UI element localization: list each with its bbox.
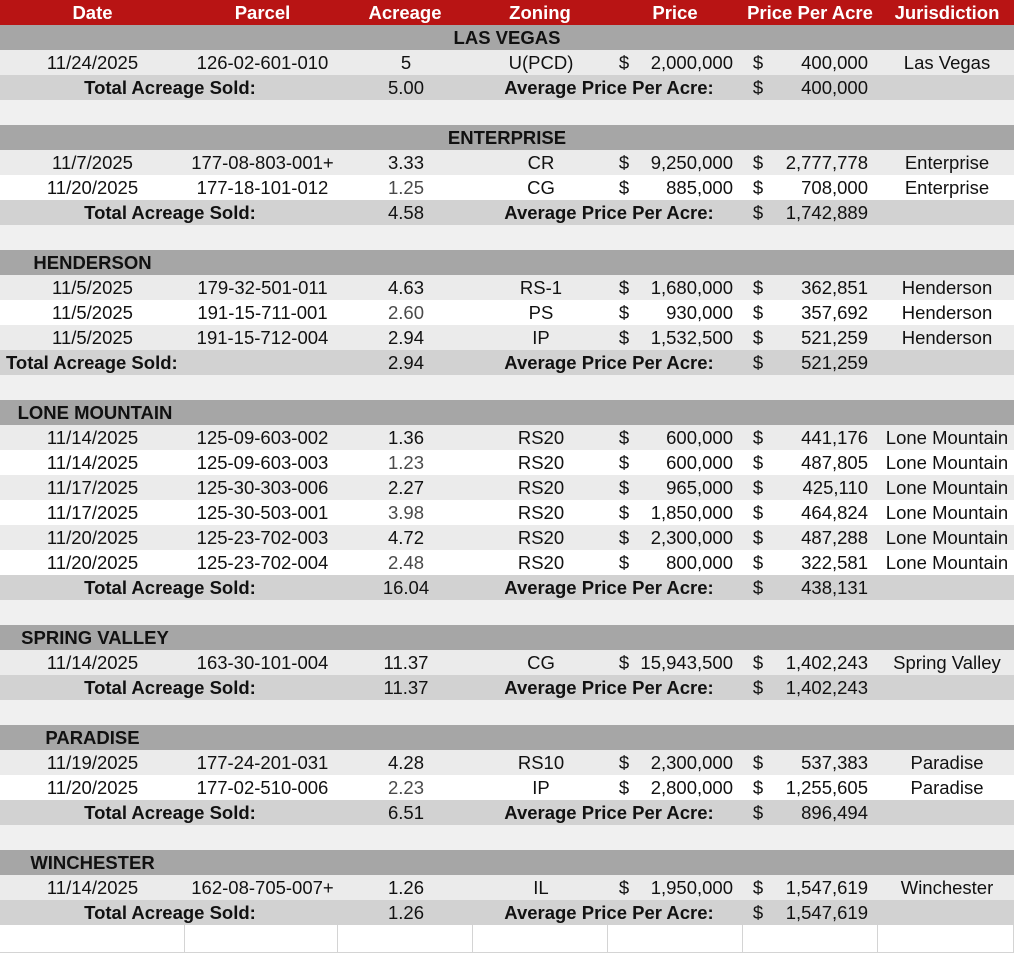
avg-price-value[interactable]: 1,547,619 (785, 902, 868, 923)
avg-price-value[interactable]: 896,494 (801, 802, 868, 823)
cell-price[interactable]: 15,943,500 (640, 652, 733, 673)
price-currency[interactable]: $ (618, 152, 630, 173)
table-row (0, 150, 1014, 175)
cell-date[interactable]: 11/17/2025 (46, 502, 139, 523)
cell-acreage[interactable]: 5 (400, 52, 412, 73)
cell-date[interactable]: 11/5/2025 (52, 327, 133, 348)
cell-acreage[interactable]: 2.94 (387, 327, 424, 348)
cell-date[interactable]: 11/14/2025 (46, 452, 139, 473)
cell-jurisdiction[interactable]: Lone Mountain (885, 427, 1009, 448)
table-row (0, 300, 1014, 325)
cell-acreage[interactable]: 3.98 (387, 502, 424, 523)
section-total-row (0, 350, 1014, 375)
cell-parcel[interactable]: 125-09-603-003 (196, 452, 329, 473)
ppa-currency[interactable]: $ (752, 427, 764, 448)
price-currency[interactable]: $ (618, 552, 630, 573)
cell-acreage[interactable]: 1.25 (387, 177, 424, 198)
spacer-row (0, 825, 1014, 850)
cell-zoning[interactable]: RS20 (517, 502, 565, 523)
cell-price[interactable]: 930,000 (666, 302, 733, 323)
cell-jurisdiction[interactable]: Paradise (910, 777, 984, 798)
price-currency[interactable]: $ (618, 277, 630, 298)
section-name[interactable]: WINCHESTER (30, 852, 155, 873)
section-header (0, 400, 1014, 425)
cell-date[interactable]: 11/24/2025 (46, 52, 139, 73)
cell-zoning[interactable]: RS20 (517, 452, 565, 473)
cell-date[interactable]: 11/20/2025 (46, 552, 139, 573)
total-acreage-value[interactable]: 2.94 (387, 352, 424, 373)
ppa-currency[interactable]: $ (752, 302, 764, 323)
cell-acreage[interactable]: 4.63 (387, 277, 424, 298)
avg-price-value[interactable]: 400,000 (801, 77, 868, 98)
price-currency[interactable]: $ (618, 777, 630, 798)
table-row (0, 875, 1014, 900)
cell-acreage[interactable]: 4.72 (387, 527, 424, 548)
cell-price[interactable]: 2,300,000 (650, 752, 733, 773)
cell-parcel[interactable]: 177-08-803-001+ (191, 152, 334, 173)
empty-cell[interactable] (185, 925, 338, 953)
table-row (0, 275, 1014, 300)
empty-cell[interactable] (0, 925, 185, 953)
cell-price-per-acre[interactable]: 322,581 (801, 552, 868, 573)
cell-price-per-acre[interactable]: 487,805 (801, 452, 868, 473)
ppa-currency[interactable]: $ (752, 452, 764, 473)
cell-zoning[interactable]: IP (532, 327, 550, 348)
header-jurisdiction[interactable]: Jurisdiction (894, 2, 1000, 23)
cell-price-per-acre[interactable]: 521,259 (801, 327, 868, 348)
avg-currency[interactable]: $ (752, 802, 764, 823)
section-header (0, 125, 1014, 150)
empty-cell[interactable] (338, 925, 473, 953)
cell-parcel[interactable]: 125-30-303-006 (196, 477, 329, 498)
price-currency[interactable]: $ (618, 477, 630, 498)
avg-currency[interactable]: $ (752, 902, 764, 923)
cell-price[interactable]: 800,000 (666, 552, 733, 573)
table-row (0, 550, 1014, 575)
cell-date[interactable]: 11/5/2025 (52, 277, 133, 298)
cell-price-per-acre[interactable]: 537,383 (801, 752, 868, 773)
cell-parcel[interactable]: 125-23-702-004 (196, 552, 329, 573)
cell-jurisdiction[interactable]: Henderson (901, 327, 993, 348)
table-row (0, 650, 1014, 675)
section-header (0, 25, 1014, 50)
cell-zoning[interactable]: U(PCD) (508, 52, 574, 73)
price-currency[interactable]: $ (618, 452, 630, 473)
cell-date[interactable]: 11/7/2025 (52, 152, 133, 173)
price-currency[interactable]: $ (618, 177, 630, 198)
cell-price[interactable]: 600,000 (666, 427, 733, 448)
header-price-per-acre[interactable]: Price Per Acre (747, 2, 873, 23)
cell-jurisdiction[interactable]: Spring Valley (893, 652, 1001, 673)
total-acreage-value[interactable]: 1.26 (387, 902, 424, 923)
cell-price[interactable]: 2,000,000 (650, 52, 733, 73)
header-price[interactable]: Price (652, 2, 698, 23)
ppa-currency[interactable]: $ (752, 327, 764, 348)
section-total-row (0, 575, 1014, 600)
cell-price-per-acre[interactable]: 708,000 (801, 177, 868, 198)
total-acreage-label[interactable]: Total Acreage Sold: (84, 77, 256, 98)
section-name[interactable]: LAS VEGAS (453, 27, 561, 48)
total-acreage-label[interactable]: Total Acreage Sold: (6, 352, 178, 373)
avg-price-value[interactable]: 438,131 (801, 577, 868, 598)
ppa-currency[interactable]: $ (752, 152, 764, 173)
cell-price[interactable]: 1,680,000 (650, 277, 733, 298)
cell-price[interactable]: 1,532,500 (650, 327, 733, 348)
section-total-row (0, 75, 1014, 100)
section-header (0, 625, 1014, 650)
total-acreage-label[interactable]: Total Acreage Sold: (84, 577, 256, 598)
total-acreage-label[interactable]: Total Acreage Sold: (84, 677, 256, 698)
cell-acreage[interactable]: 1.26 (387, 877, 424, 898)
ppa-currency[interactable]: $ (752, 477, 764, 498)
table-row (0, 50, 1014, 75)
cell-price-per-acre[interactable]: 464,824 (801, 502, 868, 523)
total-acreage-label[interactable]: Total Acreage Sold: (84, 802, 256, 823)
cell-price-per-acre[interactable]: 425,110 (802, 477, 868, 498)
cell-acreage[interactable]: 1.36 (387, 427, 424, 448)
section-name[interactable]: LONE MOUNTAIN (17, 402, 173, 423)
section-name[interactable]: PARADISE (45, 727, 140, 748)
table-row (0, 525, 1014, 550)
spacer-row (0, 700, 1014, 725)
cell-acreage[interactable]: 2.48 (387, 552, 424, 573)
section-header (0, 725, 1014, 750)
ppa-currency[interactable]: $ (752, 277, 764, 298)
cell-jurisdiction[interactable]: Lone Mountain (885, 527, 1009, 548)
cell-zoning[interactable]: RS20 (517, 527, 565, 548)
section-total-row (0, 675, 1014, 700)
ppa-currency[interactable]: $ (752, 877, 764, 898)
cell-price-per-acre[interactable]: 1,255,605 (785, 777, 868, 798)
cell-jurisdiction[interactable]: Enterprise (904, 177, 990, 198)
cell-price[interactable]: 1,950,000 (650, 877, 733, 898)
cell-zoning[interactable]: RS20 (517, 552, 565, 573)
cell-price-per-acre[interactable]: 441,176 (801, 427, 868, 448)
cell-parcel[interactable]: 126-02-601-010 (196, 52, 329, 73)
avg-price-label[interactable]: Average Price Per Acre: (504, 902, 714, 923)
table-row (0, 450, 1014, 475)
cell-acreage[interactable]: 2.23 (387, 777, 424, 798)
empty-cell[interactable] (743, 925, 878, 953)
cell-date[interactable]: 11/14/2025 (46, 652, 139, 673)
table-row (0, 475, 1014, 500)
avg-price-value[interactable]: 1,742,889 (785, 202, 868, 223)
cell-jurisdiction[interactable]: Lone Mountain (885, 502, 1009, 523)
avg-price-value[interactable]: 521,259 (801, 352, 868, 373)
price-currency[interactable]: $ (618, 327, 630, 348)
empty-cell[interactable] (878, 925, 1014, 953)
cell-price-per-acre[interactable]: 1,547,619 (785, 877, 868, 898)
cell-acreage[interactable]: 1.23 (387, 452, 424, 473)
price-currency[interactable]: $ (618, 502, 630, 523)
cell-parcel[interactable]: 177-24-201-031 (196, 752, 329, 773)
ppa-currency[interactable]: $ (752, 177, 764, 198)
cell-acreage[interactable]: 2.27 (387, 477, 424, 498)
total-acreage-label[interactable]: Total Acreage Sold: (84, 902, 256, 923)
price-currency[interactable]: $ (618, 527, 630, 548)
cell-zoning[interactable]: CG (527, 652, 555, 673)
cell-jurisdiction[interactable]: Winchester (900, 877, 994, 898)
section-name[interactable]: HENDERSON (33, 252, 152, 273)
cell-zoning[interactable]: RS20 (517, 477, 565, 498)
cell-price[interactable]: 600,000 (666, 452, 733, 473)
cell-jurisdiction[interactable]: Lone Mountain (885, 477, 1009, 498)
cell-jurisdiction[interactable]: Lone Mountain (885, 452, 1009, 473)
price-currency[interactable]: $ (618, 752, 630, 773)
price-currency[interactable]: $ (618, 302, 630, 323)
table-body (0, 25, 1014, 953)
cell-price[interactable]: 9,250,000 (650, 152, 733, 173)
cell-zoning[interactable]: PS (528, 302, 554, 323)
cell-date[interactable]: 11/14/2025 (46, 877, 139, 898)
cell-zoning[interactable]: IL (533, 877, 549, 898)
cell-parcel[interactable]: 177-02-510-006 (196, 777, 329, 798)
cell-zoning[interactable]: CG (527, 177, 555, 198)
cell-price[interactable]: 1,850,000 (650, 502, 733, 523)
avg-price-label[interactable]: Average Price Per Acre: (504, 577, 714, 598)
header-row (0, 0, 1014, 25)
total-acreage-value[interactable]: 16.04 (382, 577, 430, 598)
cell-date[interactable]: 11/5/2025 (52, 302, 133, 323)
cell-parcel[interactable]: 125-23-702-003 (196, 527, 329, 548)
cell-jurisdiction[interactable]: Enterprise (904, 152, 990, 173)
avg-currency[interactable]: $ (752, 677, 764, 698)
section-total-row (0, 200, 1014, 225)
avg-price-label[interactable]: Average Price Per Acre: (504, 202, 714, 223)
cell-price[interactable]: 885,000 (666, 177, 733, 198)
empty-cell[interactable] (608, 925, 743, 953)
table-row (0, 425, 1014, 450)
cell-price-per-acre[interactable]: 362,851 (801, 277, 868, 298)
header-acreage[interactable]: Acreage (368, 2, 442, 23)
section-header (0, 250, 1014, 275)
spacer-row (0, 100, 1014, 125)
cell-price[interactable]: 2,800,000 (650, 777, 733, 798)
avg-price-value[interactable]: 1,402,243 (785, 677, 868, 698)
ppa-currency[interactable]: $ (752, 652, 764, 673)
avg-currency[interactable]: $ (752, 77, 764, 98)
table-row (0, 500, 1014, 525)
ppa-currency[interactable]: $ (752, 502, 764, 523)
cell-zoning[interactable]: RS10 (517, 752, 565, 773)
cell-date[interactable]: 11/20/2025 (46, 777, 139, 798)
total-acreage-value[interactable]: 4.58 (387, 202, 424, 223)
cell-jurisdiction[interactable]: Henderson (901, 302, 993, 323)
empty-grid-row (0, 925, 1014, 953)
avg-currency[interactable]: $ (752, 577, 764, 598)
cell-acreage[interactable]: 3.33 (387, 152, 424, 173)
total-acreage-value[interactable]: 11.37 (383, 677, 429, 698)
section-name[interactable]: SPRING VALLEY (21, 627, 169, 648)
cell-date[interactable]: 11/14/2025 (46, 427, 139, 448)
cell-zoning[interactable]: RS-1 (519, 277, 563, 298)
total-acreage-value[interactable]: 5.00 (387, 77, 424, 98)
price-currency[interactable]: $ (618, 427, 630, 448)
cell-acreage[interactable]: 2.60 (387, 302, 424, 323)
spacer-row (0, 600, 1014, 625)
ppa-currency[interactable]: $ (752, 777, 764, 798)
ppa-currency[interactable]: $ (752, 752, 764, 773)
cell-price-per-acre[interactable]: 357,692 (801, 302, 868, 323)
cell-parcel[interactable]: 179-32-501-011 (197, 277, 328, 298)
ppa-currency[interactable]: $ (752, 527, 764, 548)
cell-date[interactable]: 11/20/2025 (46, 527, 139, 548)
cell-parcel[interactable]: 162-08-705-007+ (191, 877, 334, 898)
cell-date[interactable]: 11/19/2025 (46, 752, 139, 773)
cell-jurisdiction[interactable]: Las Vegas (903, 52, 991, 73)
cell-price-per-acre[interactable]: 2,777,778 (785, 152, 868, 173)
cell-acreage[interactable]: 4.28 (387, 752, 424, 773)
cell-jurisdiction[interactable]: Paradise (910, 752, 984, 773)
total-acreage-value[interactable]: 6.51 (387, 802, 424, 823)
total-acreage-label[interactable]: Total Acreage Sold: (84, 202, 256, 223)
price-currency[interactable]: $ (618, 52, 630, 73)
table-row (0, 325, 1014, 350)
table-row (0, 750, 1014, 775)
cell-jurisdiction[interactable]: Lone Mountain (885, 552, 1009, 573)
table-row (0, 775, 1014, 800)
price-currency[interactable]: $ (618, 652, 630, 673)
cell-zoning[interactable]: RS20 (517, 427, 565, 448)
cell-price-per-acre[interactable]: 400,000 (801, 52, 868, 73)
avg-price-label[interactable]: Average Price Per Acre: (504, 677, 714, 698)
cell-parcel[interactable]: 125-30-503-001 (196, 502, 329, 523)
avg-price-label[interactable]: Average Price Per Acre: (504, 802, 714, 823)
cell-acreage[interactable]: 11.37 (383, 652, 429, 673)
table-row (0, 175, 1014, 200)
avg-currency[interactable]: $ (752, 352, 764, 373)
cell-parcel[interactable]: 177-18-101-012 (196, 177, 329, 198)
header-parcel[interactable]: Parcel (234, 2, 291, 23)
avg-price-label[interactable]: Average Price Per Acre: (504, 77, 714, 98)
avg-currency[interactable]: $ (752, 202, 764, 223)
header-zoning[interactable]: Zoning (509, 2, 571, 23)
cell-zoning[interactable]: IP (532, 777, 550, 798)
price-currency[interactable]: $ (618, 877, 630, 898)
section-total-row (0, 900, 1014, 925)
header-date[interactable]: Date (72, 2, 113, 23)
cell-price[interactable]: 2,300,000 (650, 527, 733, 548)
cell-parcel[interactable]: 125-09-603-002 (196, 427, 329, 448)
cell-jurisdiction[interactable]: Henderson (901, 277, 993, 298)
cell-date[interactable]: 11/17/2025 (46, 477, 139, 498)
ppa-currency[interactable]: $ (752, 552, 764, 573)
cell-date[interactable]: 11/20/2025 (46, 177, 139, 198)
ppa-currency[interactable]: $ (752, 52, 764, 73)
empty-cell[interactable] (473, 925, 608, 953)
spacer-row (0, 225, 1014, 250)
cell-price-per-acre[interactable]: 1,402,243 (785, 652, 868, 673)
cell-parcel[interactable]: 191-15-712-004 (196, 327, 329, 348)
avg-price-label[interactable]: Average Price Per Acre: (504, 352, 714, 373)
section-header (0, 850, 1014, 875)
cell-zoning[interactable]: CR (527, 152, 555, 173)
cell-price[interactable]: 965,000 (666, 477, 733, 498)
cell-parcel[interactable]: 163-30-101-004 (196, 652, 329, 673)
cell-parcel[interactable]: 191-15-711-001 (197, 302, 328, 323)
spacer-row (0, 375, 1014, 400)
section-total-row (0, 800, 1014, 825)
section-name[interactable]: ENTERPRISE (447, 127, 567, 148)
cell-price-per-acre[interactable]: 487,288 (801, 527, 868, 548)
